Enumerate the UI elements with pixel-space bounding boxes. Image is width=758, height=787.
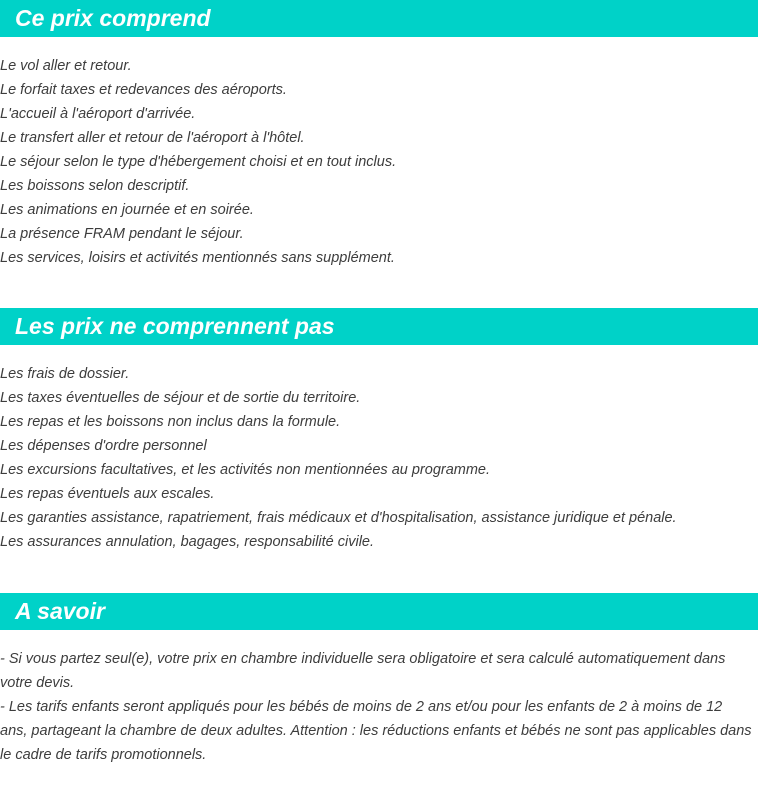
section-title-not-included: Les prix ne comprennent pas <box>0 308 758 345</box>
list-item: Les excursions facultatives, et les activités non mentionnées au programme. <box>0 462 491 478</box>
info-paragraph: - Si vous partez seul(e), votre prix en chambre individuelle sera obligatoire et sera calculé automatiquement dans votre devis. <box>0 651 726 691</box>
list-item: La présence FRAM pendant le séjour. <box>0 226 244 242</box>
list-item: Les boissons selon descriptif. <box>0 178 190 194</box>
list-item: Le vol aller et retour. <box>0 58 132 74</box>
section-not-included <box>0 308 758 554</box>
list-item: Le transfert aller et retour de l'aéroport à l'hôtel. <box>0 130 305 146</box>
list-item: Les garanties assistance, rapatriement, frais médicaux et d'hospitalisation, assistance juridique et pénale. <box>0 510 677 526</box>
list-item: Les dépenses d'ordre personnel <box>0 438 207 454</box>
list-item: Les repas et les boissons non inclus dans la formule. <box>0 414 341 430</box>
section-included <box>0 0 758 270</box>
section-good-to-know <box>0 593 758 767</box>
list-item: Les taxes éventuelles de séjour et de sortie du territoire. <box>0 390 361 406</box>
good-to-know-body <box>0 647 758 767</box>
list-item: Les animations en journée et en soirée. <box>0 202 254 218</box>
list-item: L'accueil à l'aéroport d'arrivée. <box>0 106 196 122</box>
included-list <box>0 54 758 270</box>
list-item: Les services, loisirs et activités mentionnés sans supplément. <box>0 250 395 266</box>
list-item: Le séjour selon le type d'hébergement choisi et en tout inclus. <box>0 154 397 170</box>
section-title-included: Ce prix comprend <box>0 0 758 37</box>
list-item: Les frais de dossier. <box>0 366 130 382</box>
info-paragraph: - Les tarifs enfants seront appliqués pour les bébés de moins de 2 ans et/ou pour les enfants de 2 à moins de 12 ans, partageant la chambre de deux adultes. Attention : les réductions enfants et bébés ne sont pas applicables dans le cadre de tarifs promotionnels. <box>0 699 752 763</box>
list-item: Les repas éventuels aux escales. <box>0 486 215 502</box>
list-item: Le forfait taxes et redevances des aéroports. <box>0 82 287 98</box>
list-item: Les assurances annulation, bagages, responsabilité civile. <box>0 534 375 550</box>
section-title-good-to-know: A savoir <box>0 593 758 630</box>
not-included-list <box>0 362 758 554</box>
